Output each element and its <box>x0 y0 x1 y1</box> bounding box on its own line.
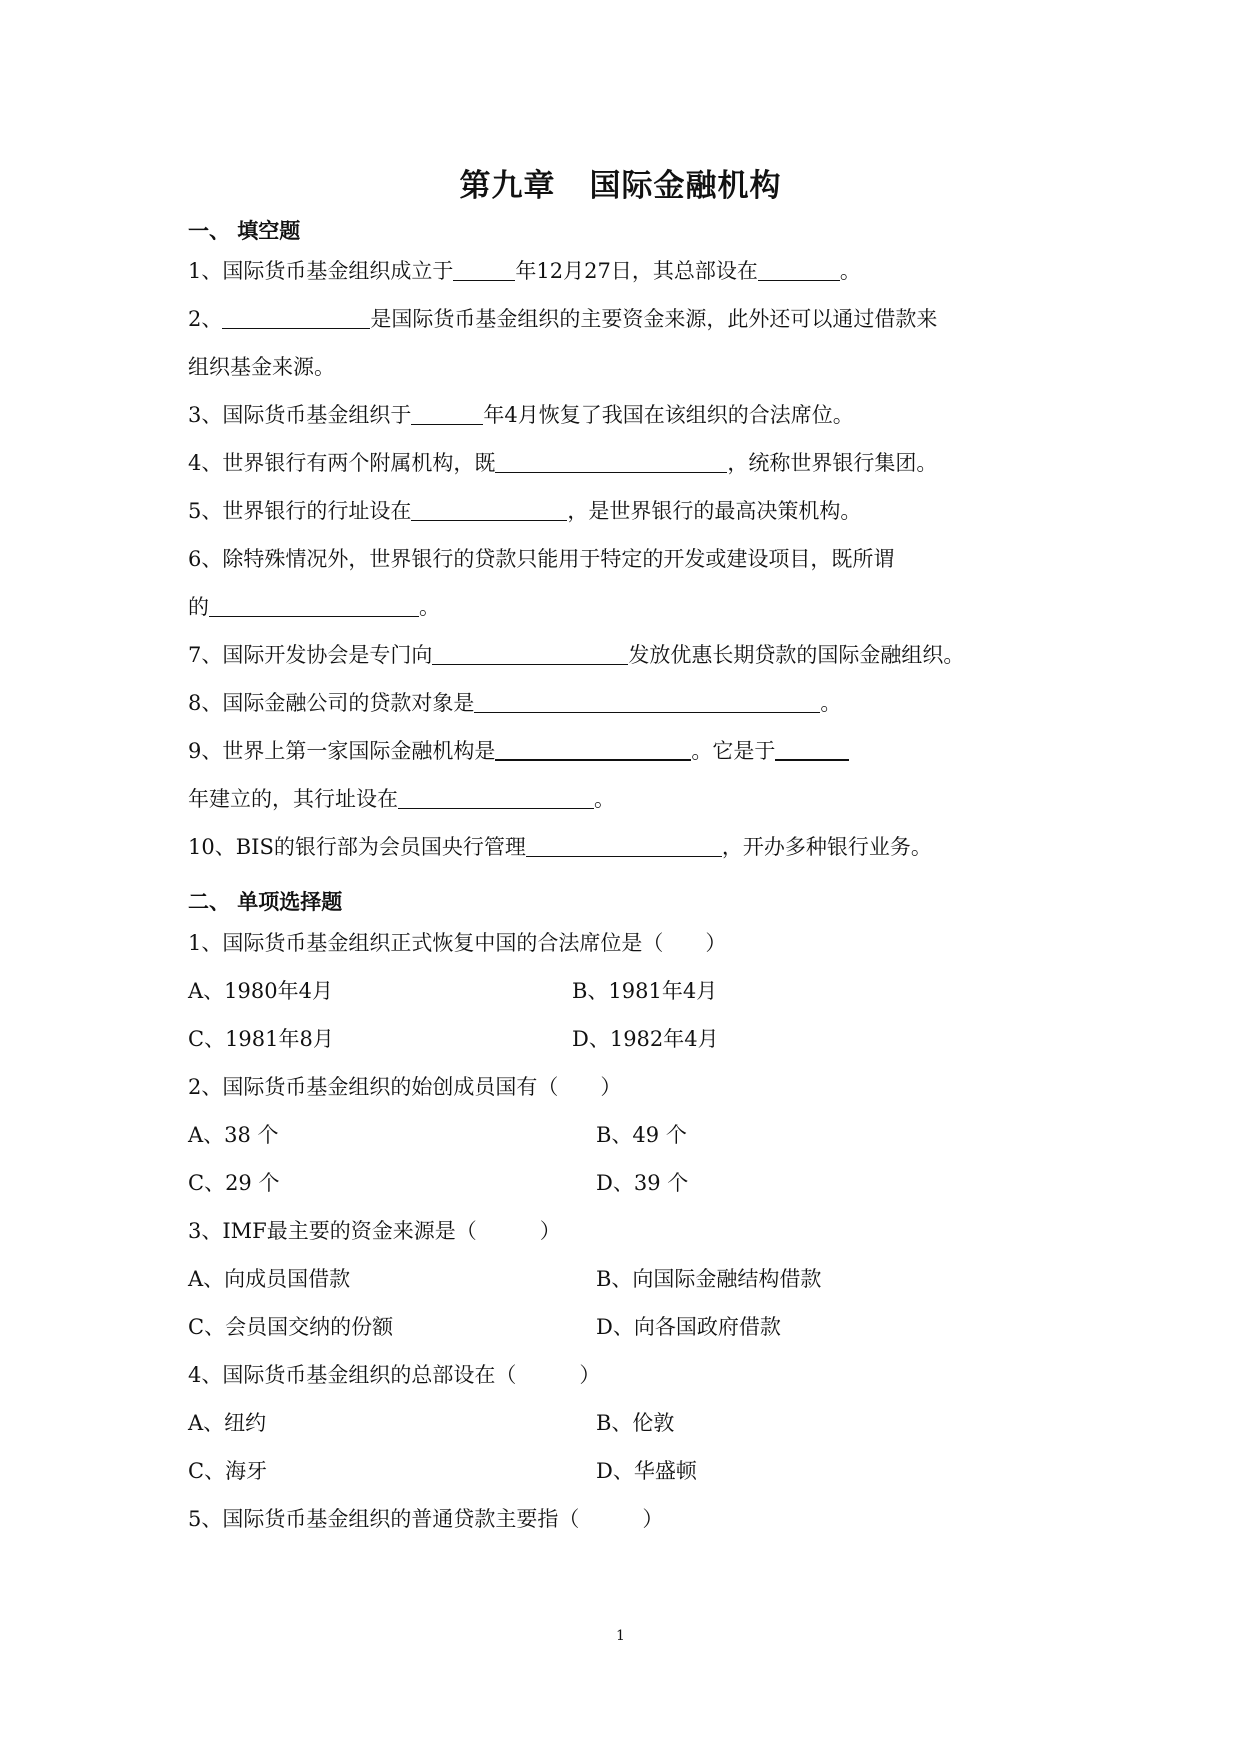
fill-question-9-continued: 年建立的，其行址设在 。 <box>188 787 615 811</box>
answer-blank <box>474 690 820 713</box>
mc-question-4-stem: 4、国际货币基金组织的总部设在（ ） <box>188 1363 601 1387</box>
fill-question-2: 2、 是国际货币基金组织的主要资金来源，此外还可以通过借款来 <box>188 307 938 331</box>
mc-question-2-stem: 2、国际货币基金组织的始创成员国有（ ） <box>188 1075 622 1099</box>
mc-question-3-option-d: D、向各国政府借款 <box>596 1315 781 1339</box>
fill-question-3: 3、国际货币基金组织于 年4月恢复了我国在该组织的合法席位。 <box>188 403 854 427</box>
fill-question-10: 10、BIS的银行部为会员国央行管理 ，开办多种银行业务。 <box>188 835 932 859</box>
answer-blank <box>209 594 419 617</box>
mc-question-2-option-d: D、39 个 <box>596 1171 689 1195</box>
answer-blank <box>495 450 727 473</box>
mc-question-2-option-b: B、49 个 <box>596 1123 687 1147</box>
fill-question-6: 6、除特殊情况外，世界银行的贷款只能用于特定的开发或建设项目，既所谓 <box>188 547 895 571</box>
mc-question-1-stem: 1、国际货币基金组织正式恢复中国的合法席位是（ ） <box>188 931 727 955</box>
fill-question-9: 9、世界上第一家国际金融机构是 。它是于 <box>188 736 849 766</box>
answer-blank <box>526 834 722 857</box>
mc-question-1-option-c: C、1981年8月 <box>188 1027 334 1051</box>
fill-question-7: 7、国际开发协会是专门向 发放优惠长期贷款的国际金融组织。 <box>188 643 965 667</box>
fill-question-8: 8、国际金融公司的贷款对象是 。 <box>188 691 842 715</box>
answer-blank <box>758 258 840 281</box>
answer-blank <box>453 258 515 281</box>
mc-question-4-option-d: D、华盛顿 <box>596 1459 697 1483</box>
mc-question-3-stem: 3、IMF最主要的资金来源是（ ） <box>188 1219 561 1243</box>
fill-question-1: 1、国际货币基金组织成立于 年12月27日，其总部设在 。 <box>188 259 861 283</box>
fill-question-5: 5、世界银行的行址设在 ，是世界银行的最高决策机构。 <box>188 499 862 523</box>
mc-question-3-option-a: A、向成员国借款 <box>188 1267 351 1291</box>
section-heading-multiple-choice: 二、 单项选择题 <box>188 890 343 914</box>
answer-blank <box>398 786 594 809</box>
chapter-number: 第九章 <box>459 168 556 204</box>
mc-question-2-option-a: A、38 个 <box>188 1123 279 1147</box>
answer-blank <box>775 737 849 761</box>
section-heading-fill-in: 一、 填空题 <box>188 219 301 243</box>
fill-question-4: 4、世界银行有两个附属机构，既 ，统称世界银行集团。 <box>188 451 938 475</box>
mc-question-4-option-c: C、海牙 <box>188 1459 268 1483</box>
mc-question-5-stem: 5、国际货币基金组织的普通贷款主要指（ ） <box>188 1507 664 1531</box>
mc-question-2-option-c: C、29 个 <box>188 1171 280 1195</box>
answer-blank <box>495 737 691 761</box>
answer-blank <box>411 402 483 425</box>
mc-question-4-option-b: B、伦敦 <box>596 1411 675 1435</box>
mc-question-1-option-d: D、1982年4月 <box>572 1027 719 1051</box>
mc-question-1-option-a: A、1980年4月 <box>188 979 333 1003</box>
answer-blank <box>411 498 567 521</box>
page-number: 1 <box>616 1628 625 1644</box>
chapter-name: 国际金融机构 <box>589 168 782 204</box>
answer-blank <box>432 642 628 665</box>
answer-blank <box>222 306 370 329</box>
mc-question-1-option-b: B、1981年4月 <box>572 979 718 1003</box>
mc-question-3-option-b: B、向国际金融结构借款 <box>596 1267 822 1291</box>
mc-question-3-option-c: C、会员国交纳的份额 <box>188 1315 394 1339</box>
page-title <box>0 160 1241 205</box>
fill-question-6-continued: 的 。 <box>188 595 440 619</box>
fill-question-2-continued: 组织基金来源。 <box>188 355 335 379</box>
mc-question-4-option-a: A、纽约 <box>188 1411 267 1435</box>
